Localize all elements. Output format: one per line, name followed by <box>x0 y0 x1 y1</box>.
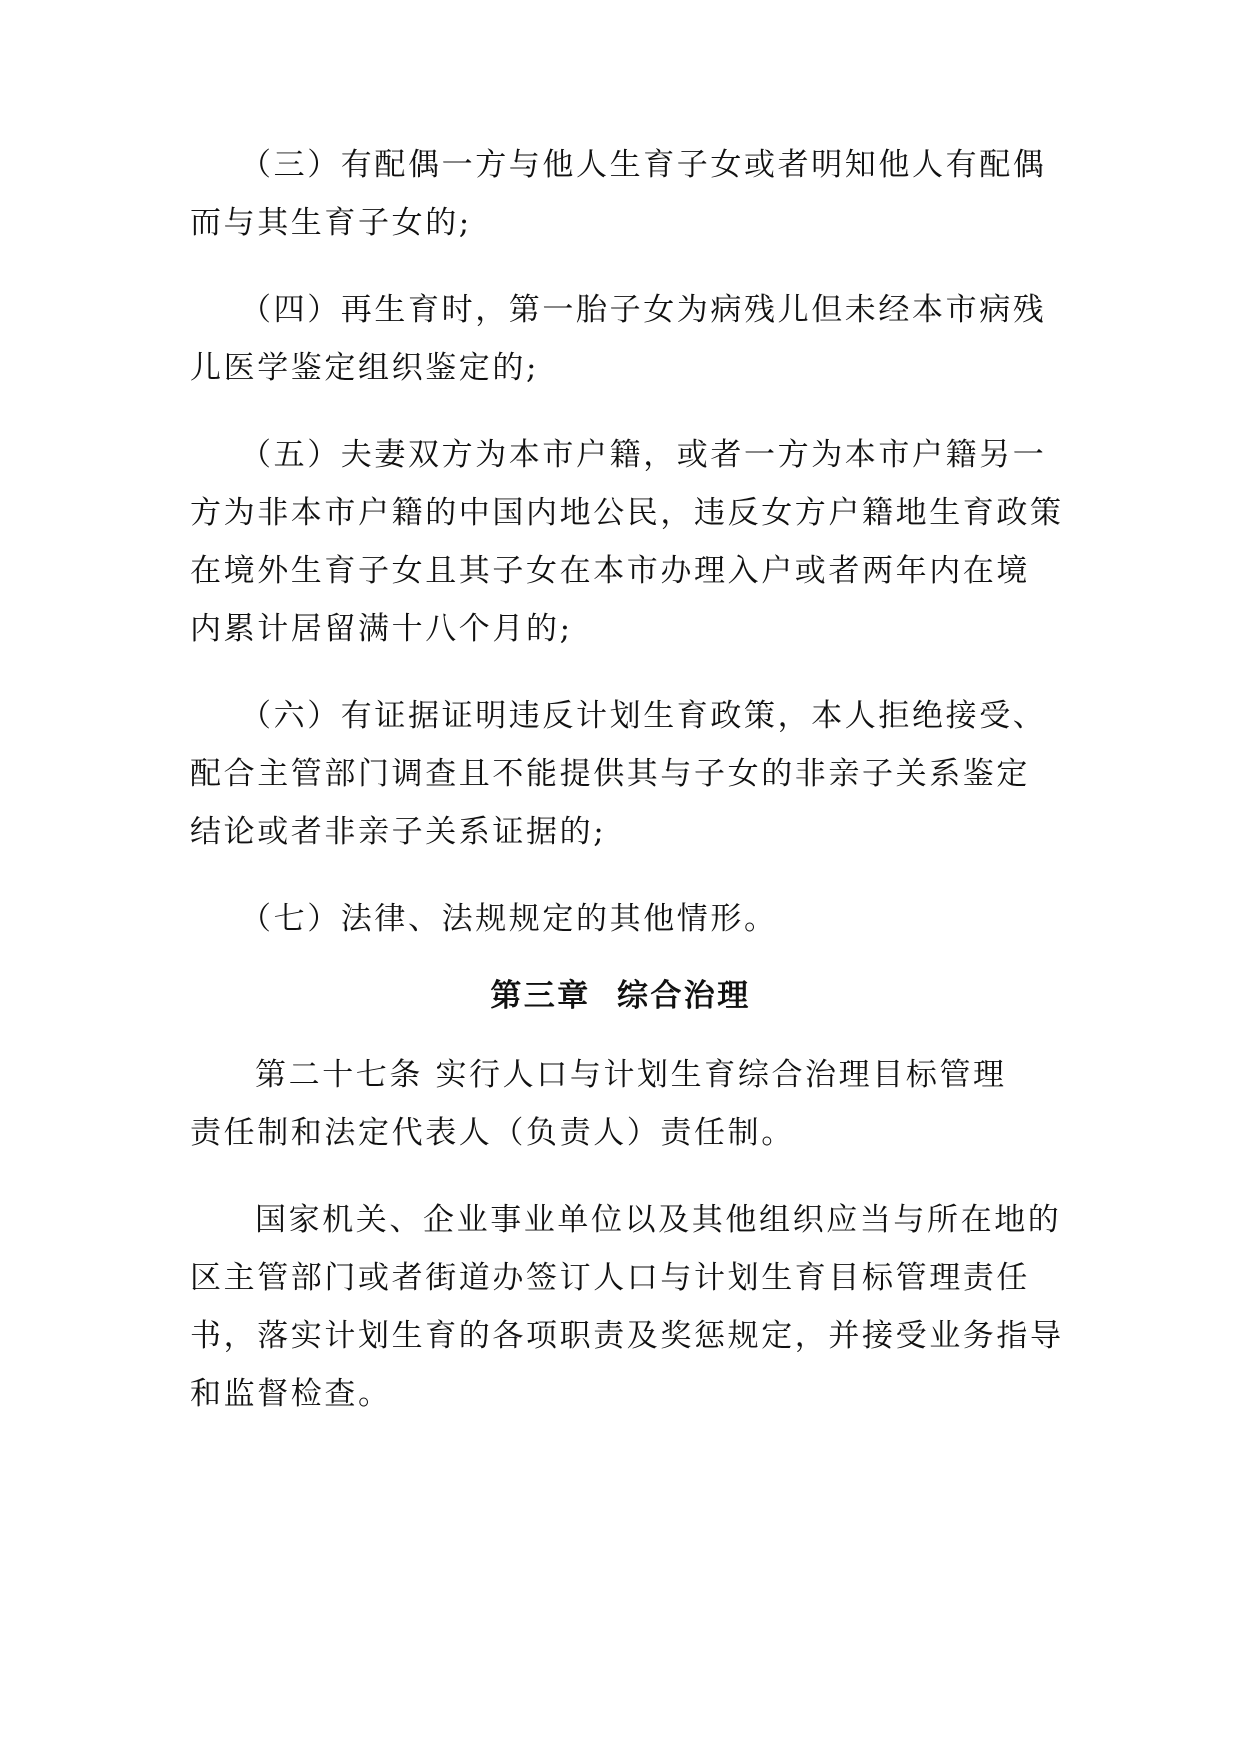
org-paragraph-line-1: 国家机关、企业事业单位以及其他组织应当与所在地的 <box>255 1202 1062 1238</box>
paragraph-4-line-2: 儿医学鉴定组织鉴定的; <box>190 350 540 386</box>
org-paragraph-line-3: 书，落实计划生育的各项职责及奖惩规定，并接受业务指导 <box>190 1318 1064 1354</box>
chapter-heading: 第三章 综合治理 <box>490 978 751 1014</box>
paragraph-6-line-3: 结论或者非亲子关系证据的; <box>190 814 607 850</box>
paragraph-5-line-1: （五）夫妻双方为本市户籍，或者一方为本市户籍另一 <box>240 437 1047 473</box>
paragraph-6-line-2: 配合主管部门调查且不能提供其与子女的非亲子关系鉴定 <box>190 756 1030 792</box>
paragraph-3-line-1: （三）有配偶一方与他人生育子女或者明知他人有配偶 <box>240 147 1047 183</box>
org-paragraph-line-4: 和监督检查。 <box>190 1376 392 1412</box>
paragraph-3-line-2: 而与其生育子女的; <box>190 205 472 241</box>
paragraph-7-line-1: （七）法律、法规规定的其他情形。 <box>240 901 778 937</box>
org-paragraph-line-2: 区主管部门或者街道办签订人口与计划生育目标管理责任 <box>190 1260 1030 1296</box>
paragraph-5-line-3: 在境外生育子女且其子女在本市办理入户或者两年内在境 <box>190 553 1030 589</box>
paragraph-4-line-1: （四）再生育时，第一胎子女为病残儿但未经本市病残 <box>240 292 1047 328</box>
article-27-line-1: 第二十七条 实行人口与计划生育综合治理目标管理 <box>255 1057 1007 1093</box>
paragraph-5-line-2: 方为非本市户籍的中国内地公民，违反女方户籍地生育政策 <box>190 495 1064 531</box>
article-27-line-2: 责任制和法定代表人（负责人）责任制。 <box>190 1115 795 1151</box>
paragraph-6-line-1: （六）有证据证明违反计划生育政策，本人拒绝接受、 <box>240 698 1047 734</box>
paragraph-5-line-4: 内累计居留满十八个月的; <box>190 611 573 647</box>
